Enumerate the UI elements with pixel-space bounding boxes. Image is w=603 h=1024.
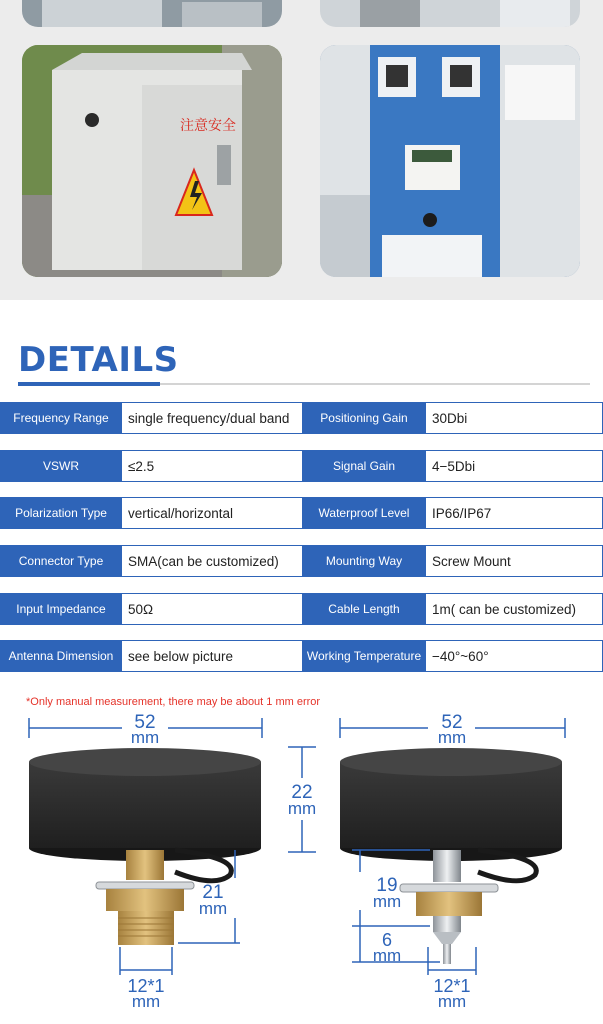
spec-label: Cable Length [302,593,426,625]
connector-right-value: 19 [376,875,398,896]
spec-value: see below picture [122,640,302,672]
spec-value: −40°~60° [426,640,603,672]
spec-value: Screw Mount [426,545,603,577]
dimension-thread-right [428,947,476,1011]
measurement-note: *Only manual measurement, there may be about 1 mm error [26,696,321,708]
thread-left-value: 12*1 [127,976,165,996]
heading-rule [160,383,590,385]
thread-right-unit: mm [437,992,467,1011]
dimension-height [288,747,316,852]
spec-row [0,640,603,672]
width-left-value: 52 [134,712,156,733]
dimension-width-right [340,712,565,747]
spec-label: Mounting Way [302,545,426,577]
spec-label: Waterproof Level [302,497,426,529]
spec-label: Working Temperature [302,640,426,672]
spec-row [0,545,603,577]
width-right-value: 52 [441,712,463,733]
connector-right-unit: mm [372,892,402,911]
antenna-right [340,748,562,964]
dimension-thread-left [120,947,172,1011]
photo-electrical-cabinet [22,45,282,277]
spec-label: Positioning Gain [302,402,426,434]
details-heading: DETAILS [18,340,179,380]
svg-text:注意安全: 注意安全 [180,118,236,134]
dimension-width-left [29,712,262,747]
spec-row [0,593,603,625]
height-value: 22 [291,782,313,803]
spec-value: 4−5Dbi [426,450,603,482]
spec-value: IP66/IP67 [426,497,603,529]
spec-label: VSWR [0,450,122,482]
spec-value: ≤2.5 [122,450,302,482]
thread-right-value: 12*1 [433,976,471,996]
photo-installation-2 [320,0,580,27]
connector-left-unit: mm [198,899,228,918]
spec-label: Antenna Dimension [0,640,122,672]
pin-unit: mm [372,946,402,965]
photo-charging-station [320,45,580,277]
thread-left-unit: mm [131,992,161,1011]
spec-value: 1m( can be customized) [426,593,603,625]
connector-left-value: 21 [202,882,224,903]
spec-value: SMA(can be customized) [122,545,302,577]
spec-label: Connector Type [0,545,122,577]
spec-value: 30Dbi [426,402,603,434]
spec-label: Signal Gain [302,450,426,482]
heading-underline [18,382,160,386]
dimension-diagram [0,700,603,1024]
application-photos [0,0,603,300]
height-unit: mm [287,799,317,818]
pin-value: 6 [381,930,393,950]
width-right-unit: mm [437,728,467,747]
spec-value: 50Ω [122,593,302,625]
spec-label: Input Impedance [0,593,122,625]
spec-row [0,402,603,434]
spec-value: vertical/horizontal [122,497,302,529]
spec-row [0,497,603,529]
spec-row [0,450,603,482]
width-left-unit: mm [130,728,160,747]
photo-installation-1 [22,0,282,27]
spec-label: Frequency Range [0,402,122,434]
spec-value: single frequency/dual band [122,402,302,434]
spec-label: Polarization Type [0,497,122,529]
